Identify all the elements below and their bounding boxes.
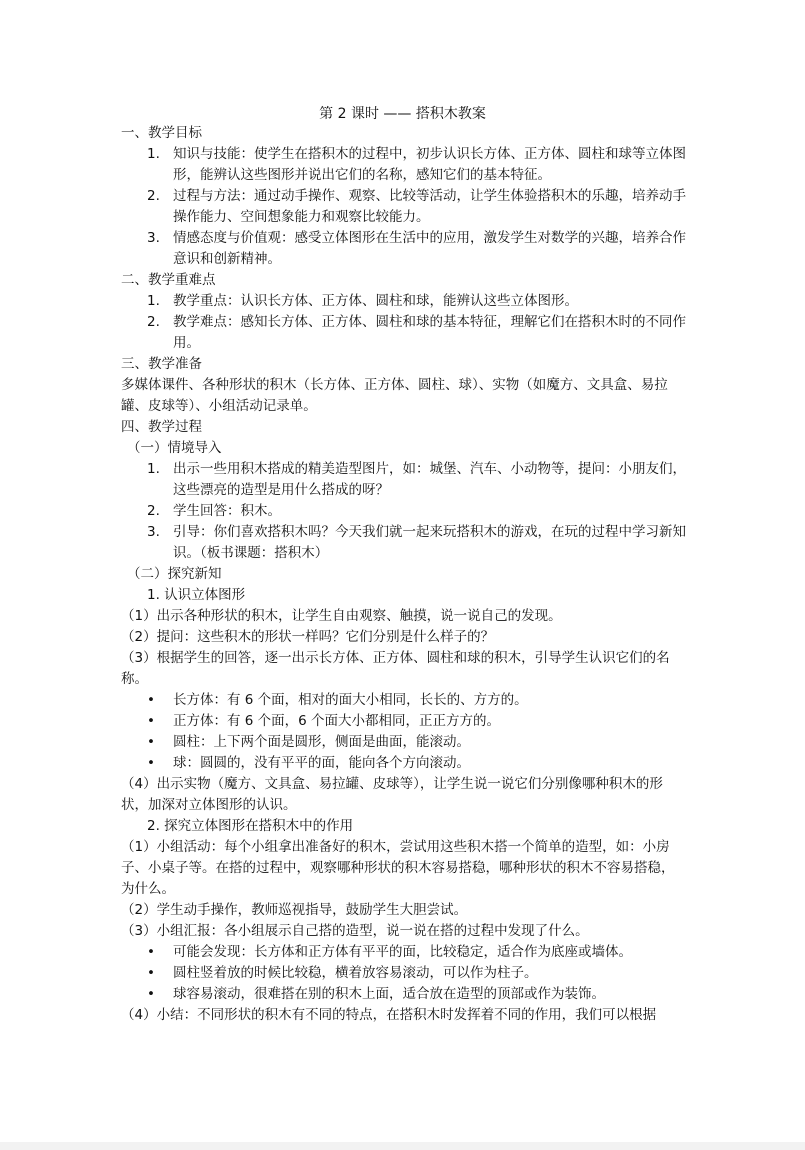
activity-step-2: （2）学生动手操作，教师巡视指导，鼓励学生大胆尝试。 — [121, 902, 468, 918]
bullet-icon: • — [147, 734, 155, 750]
list-text: 教学难点：感知长方体、正方体、圆柱和球的基本特征，理解它们在搭积木时的不同作用。 — [173, 314, 686, 351]
explore-sub-heading-2: 2. 探究立体图形在搭积木中的作用 — [147, 818, 354, 834]
list-text: 出示一些用积木搭成的精美造型图片，如：城堡、汽车、小动物等，提问：小朋友们，这些漂亮的造型是用什么搭成的呀？ — [173, 461, 686, 498]
objective-item-1 — [121, 144, 687, 186]
bullet-text: 球：圆圆的，没有平平的面，能向各个方向滚动。 — [173, 755, 470, 771]
bullet-text: 圆柱：上下两个面是圆形，侧面是曲面，能滚动。 — [173, 734, 470, 750]
list-text: 过程与方法：通过动手操作、观察、比较等活动，让学生体验搭积木的乐趣，培养动手操作能力、空间想象能力和观察比较能力。 — [173, 188, 686, 225]
list-text: 学生回答：积木。 — [173, 503, 281, 519]
bullet-icon: • — [147, 692, 155, 708]
list-number: 3. — [147, 524, 160, 540]
shape-bullet-1 — [121, 690, 687, 711]
list-text: 教学重点：认识长方体、正方体、圆柱和球，能辨认这些立体图形。 — [173, 293, 578, 309]
intro-item-2 — [121, 501, 687, 522]
activity-step-1: （1）小组活动：每个小组拿出准备好的积木，尝试用这些积木搭一个简单的造型，如：小房子、小桌子等。在搭的过程中，观察哪种形状的积木容易搭稳，哪种形状的积木不容易搭稳，为什么。 — [121, 839, 675, 897]
explore-step-4: （4）出示实物（魔方、文具盒、易拉罐、皮球等），让学生说一说它们分别像哪种积木的形状，加深对立体图形的认识。 — [121, 776, 663, 813]
section-heading-key-points: 二、教学重难点 — [121, 272, 216, 288]
list-number: 2. — [147, 503, 160, 519]
bullet-text: 正方体：有 6 个面，6 个面大小都相同，正正方方的。 — [173, 713, 501, 729]
bullet-text: 球容易滚动，很难搭在别的积木上面，适合放在造型的顶部或作为装饰。 — [173, 986, 605, 1002]
activity-step-3: （3）小组汇报：各小组展示自己搭的造型，说一说在搭的过程中发现了什么。 — [121, 923, 589, 939]
list-number: 3. — [147, 230, 160, 246]
bullet-text: 可能会发现：长方体和正方体有平平的面，比较稳定，适合作为底座或墙体。 — [173, 944, 632, 960]
bullet-icon: • — [147, 713, 155, 729]
list-number: 2. — [147, 188, 160, 204]
finding-bullet-2 — [121, 963, 687, 984]
bullet-icon: • — [147, 944, 155, 960]
subsection-heading-intro: （一）情境导入 — [127, 440, 222, 456]
document-title: 第 2 课时 —— 搭积木教案 — [319, 106, 486, 122]
list-text: 引导：你们喜欢搭积木吗？今天我们就一起来玩搭积木的游戏，在玩的过程中学习新知识。（板书课题：搭积木） — [173, 524, 686, 561]
explore-step-3: （3）根据学生的回答，逐一出示长方体、正方体、圆柱和球的积木，引导学生认识它们的名称。 — [121, 650, 670, 687]
subsection-heading-explore: （二）探究新知 — [127, 566, 222, 582]
activity-step-4: （4）小结：不同形状的积木有不同的特点，在搭积木时发挥着不同的作用，我们可以根据 — [121, 1007, 657, 1023]
shape-bullet-3 — [121, 732, 687, 753]
list-number: 1. — [147, 146, 160, 162]
explore-step-2: （2）提问：这些积木的形状一样吗？它们分别是什么样子的？ — [121, 629, 495, 645]
bullet-text: 长方体：有 6 个面，相对的面大小相同，长长的、方方的。 — [173, 692, 528, 708]
list-text: 知识与技能：使学生在搭积木的过程中，初步认识长方体、正方体、圆柱和球等立体图形，能辨认这些图形并说出它们的名称，感知它们的基本特征。 — [173, 146, 686, 183]
explore-sub-heading-1: 1. 认识立体图形 — [147, 587, 246, 603]
key-point-item-2 — [121, 312, 687, 354]
preparation-text: 多媒体课件、各种形状的积木（长方体、正方体、圆柱、球）、实物（如魔方、文具盒、易拉罐、皮球等）、小组活动记录单。 — [121, 377, 668, 414]
explore-step-1: （1）出示各种形状的积木，让学生自由观察、触摸，说一说自己的发现。 — [121, 608, 562, 624]
list-number: 1. — [147, 293, 160, 309]
bullet-icon: • — [147, 965, 155, 981]
objective-item-2 — [121, 186, 687, 228]
document-body — [121, 123, 687, 1026]
section-heading-preparation: 三、教学准备 — [121, 356, 202, 372]
bullet-text: 圆柱竖着放的时候比较稳，横着放容易滚动，可以作为柱子。 — [173, 965, 538, 981]
objective-item-3 — [121, 228, 687, 270]
shape-bullet-2 — [121, 711, 687, 732]
finding-bullet-1 — [121, 942, 687, 963]
page-footer-strip — [0, 1142, 805, 1150]
section-heading-objectives: 一、教学目标 — [121, 125, 202, 141]
intro-item-3 — [121, 522, 687, 564]
section-heading-process: 四、教学过程 — [121, 419, 202, 435]
key-point-item-1 — [121, 291, 687, 312]
finding-bullet-3 — [121, 984, 687, 1005]
intro-item-1 — [121, 459, 687, 501]
list-text: 情感态度与价值观：感受立体图形在生活中的应用，激发学生对数学的兴趣，培养合作意识和创新精神。 — [173, 230, 686, 267]
bullet-icon: • — [147, 986, 155, 1002]
list-number: 1. — [147, 461, 160, 477]
list-number: 2. — [147, 314, 160, 330]
bullet-icon: • — [147, 755, 155, 771]
shape-bullet-4 — [121, 753, 687, 774]
